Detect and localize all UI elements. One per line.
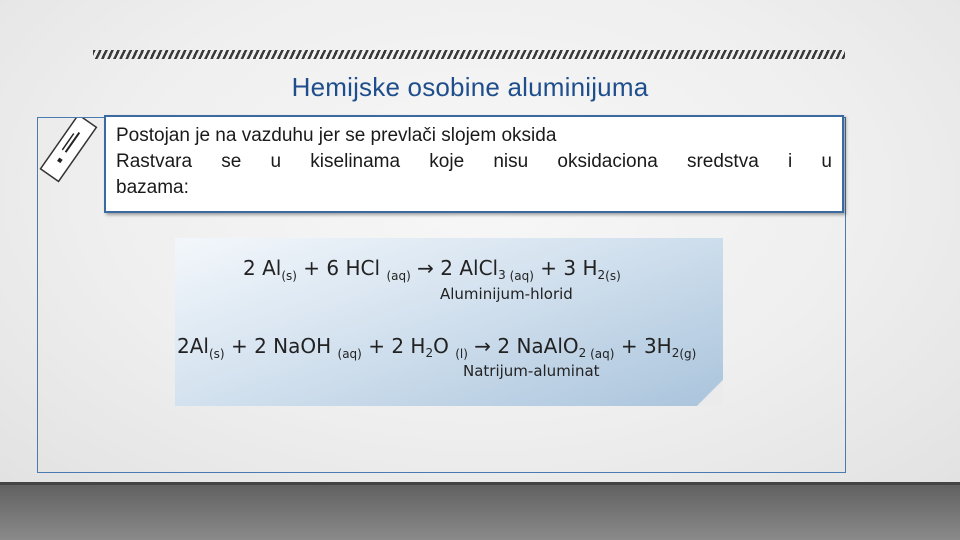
- eq1-part: + 3 H: [533, 256, 598, 280]
- eq2-phase: (g): [679, 347, 697, 361]
- equation-al-naoh: [177, 334, 696, 361]
- eq2-phase: (aq): [337, 347, 362, 361]
- eq2-part: + 2 H: [361, 334, 426, 358]
- floor-band: [0, 482, 960, 540]
- equations-image: [175, 238, 723, 406]
- eq2-phase: (aq): [586, 347, 615, 361]
- eq1-phase: (s): [281, 269, 297, 283]
- eq2-part: + 2 NaOH: [224, 334, 338, 358]
- eq2-phase: (s): [208, 347, 225, 361]
- slide-title: Hemijske osobine aluminijuma: [291, 72, 649, 102]
- eq2-subscript: 2: [578, 346, 587, 360]
- eq1-phase: (aq): [505, 269, 534, 283]
- eq1-subscript: 2: [597, 268, 606, 282]
- eq2-arrow-product: → 2 NaAlO: [467, 334, 579, 358]
- eq2-part: 2Al: [177, 334, 209, 358]
- eq2-phase: (l): [455, 347, 468, 361]
- eq1-phase: (s): [605, 269, 621, 283]
- eq1-arrow-product: → 2 AlCl: [410, 256, 499, 280]
- caption-aluminijum-hlorid: Aluminijum-hlorid: [440, 285, 573, 303]
- eq2-part: + 3H: [614, 334, 672, 358]
- bullet-line-3: bazama:: [116, 177, 189, 198]
- bullet-line-2: Rastvara se u kiselinama koje nisu oksidaciona sredstva i u: [116, 151, 832, 172]
- eq1-phase: (aq): [386, 269, 411, 283]
- bullet-line-1: Postojan je na vazduhu jer se prevlači slojem oksida: [116, 125, 557, 146]
- caption-natrijum-aluminat: Natrijum-aluminat: [463, 362, 600, 380]
- eq1-part: 2 Al: [243, 256, 282, 280]
- eq2-subscript: 2: [671, 346, 680, 360]
- pencil-icon: [30, 118, 100, 188]
- eq1-part: + 6 HCl: [296, 256, 387, 280]
- eq1-subscript: 3: [498, 268, 506, 282]
- hatch-divider: [93, 50, 845, 59]
- text-box: [104, 115, 844, 213]
- equation-al-hcl: [243, 256, 621, 283]
- eq2-part: O: [433, 334, 456, 358]
- eq2-subscript: 2: [425, 346, 434, 360]
